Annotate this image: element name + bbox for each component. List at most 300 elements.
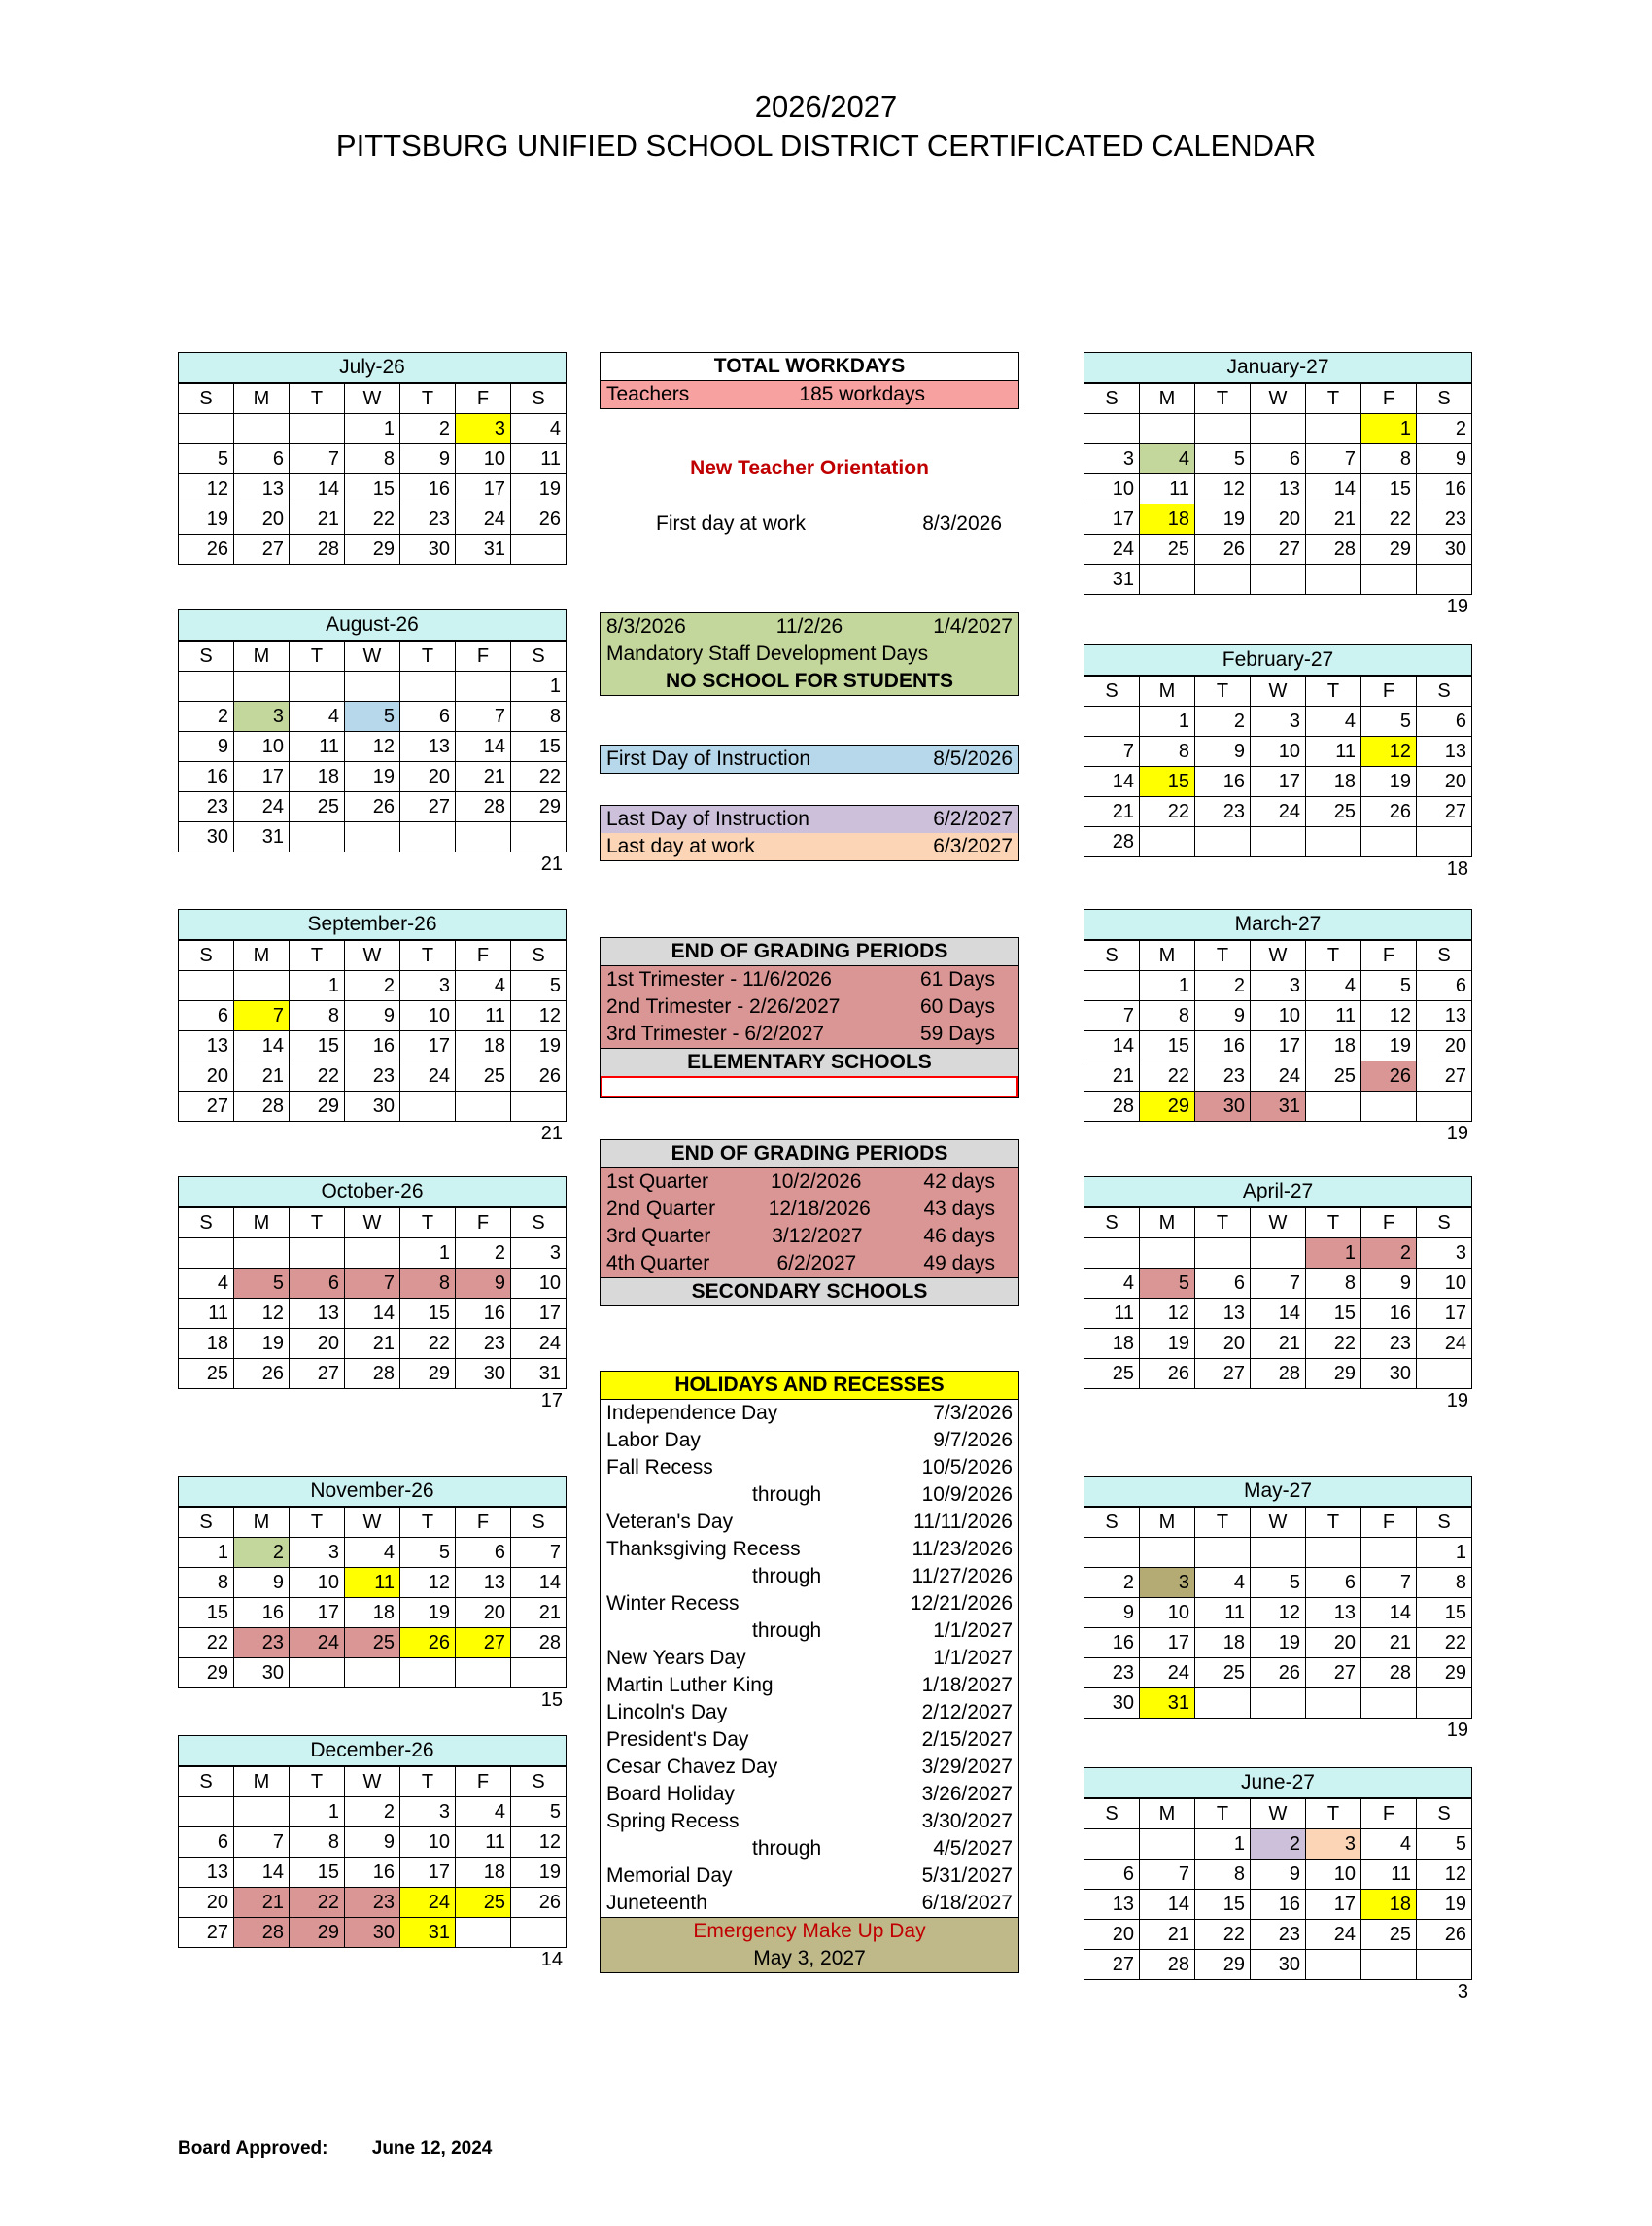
weekday-header: T xyxy=(1306,1508,1361,1538)
weekday-header: T xyxy=(1195,384,1251,414)
day-cell: 13 xyxy=(234,474,290,504)
holiday-label: New Years Day xyxy=(606,1647,746,1669)
trimester-3-days: 59 Days xyxy=(919,1023,995,1045)
day-cell: 25 xyxy=(456,1061,511,1092)
day-cell: 3 xyxy=(1306,1829,1361,1860)
empty-cell xyxy=(290,414,345,444)
month-header: May-27 xyxy=(1084,1476,1472,1507)
holiday-row xyxy=(601,1672,1018,1699)
month-december-26 xyxy=(178,1735,567,1971)
day-cell: 12 xyxy=(234,1299,290,1329)
quarter-2-label: 2nd Quarter xyxy=(606,1198,716,1220)
day-cell: 28 xyxy=(345,1359,400,1389)
day-cell: 5 xyxy=(345,702,400,732)
empty-cell xyxy=(234,414,290,444)
day-cell: 29 xyxy=(1361,535,1417,565)
day-cell: 9 xyxy=(1361,1269,1417,1299)
day-cell: 24 xyxy=(511,1329,567,1359)
month-workday-total: 15 xyxy=(540,1689,563,1711)
week-row xyxy=(1084,737,1472,767)
day-cell: 26 xyxy=(511,1888,567,1918)
empty-cell xyxy=(1306,414,1361,444)
week-row xyxy=(179,1329,567,1359)
weekday-header: F xyxy=(1361,384,1417,414)
week-row xyxy=(179,732,567,762)
elementary-grading-header: END OF GRADING PERIODS xyxy=(601,938,1018,966)
empty-cell xyxy=(1417,1359,1472,1389)
day-cell: 27 xyxy=(1195,1359,1251,1389)
day-cell: 2 xyxy=(1195,971,1251,1001)
day-cell: 18 xyxy=(345,1598,400,1628)
day-cell: 16 xyxy=(179,762,234,792)
empty-cell xyxy=(1306,827,1361,857)
day-cell: 11 xyxy=(511,444,567,474)
day-cell: 4 xyxy=(511,414,567,444)
day-cell: 25 xyxy=(1140,535,1195,565)
day-cell: 23 xyxy=(400,504,456,535)
month-workday-total: 19 xyxy=(1446,1123,1468,1144)
month-june-27 xyxy=(1084,1767,1472,2003)
empty-cell xyxy=(1417,827,1472,857)
day-cell: 4 xyxy=(1140,444,1195,474)
day-cell: 23 xyxy=(345,1888,400,1918)
holiday-date: 7/3/2026 xyxy=(933,1402,1013,1424)
quarter-1-date: 10/2/2026 xyxy=(771,1170,862,1193)
day-cell: 5 xyxy=(511,1797,567,1827)
day-cell: 2 xyxy=(1361,1238,1417,1269)
day-cell: 13 xyxy=(1417,1001,1472,1031)
holiday-label: Thanksgiving Recess xyxy=(606,1538,801,1560)
day-cell: 7 xyxy=(1084,737,1140,767)
day-cell: 29 xyxy=(1417,1658,1472,1688)
day-cell: 2 xyxy=(1084,1568,1140,1598)
empty-cell xyxy=(1251,565,1306,595)
holiday-label: Spring Recess xyxy=(606,1810,740,1832)
quarter-1-label: 1st Quarter xyxy=(606,1170,709,1193)
weekday-header: W xyxy=(1251,384,1306,414)
day-cell: 22 xyxy=(1140,1061,1195,1092)
holiday-date: 5/31/2027 xyxy=(921,1864,1013,1887)
day-cell: 13 xyxy=(1251,474,1306,504)
weekday-header: M xyxy=(234,1767,290,1797)
day-cell: 27 xyxy=(1306,1658,1361,1688)
weekday-header: F xyxy=(456,941,511,971)
weekday-header: T xyxy=(1195,941,1251,971)
table-row xyxy=(601,966,1018,993)
day-cell: 3 xyxy=(1417,1238,1472,1269)
week-row xyxy=(179,1299,567,1329)
week-row xyxy=(1084,1329,1472,1359)
day-cell: 7 xyxy=(1361,1568,1417,1598)
day-cell: 30 xyxy=(234,1658,290,1688)
day-cell: 20 xyxy=(1195,1329,1251,1359)
day-cell: 1 xyxy=(290,971,345,1001)
day-cell: 10 xyxy=(1251,737,1306,767)
day-cell: 29 xyxy=(290,1918,345,1948)
day-cell: 21 xyxy=(1084,797,1140,827)
holiday-label: Fall Recess xyxy=(606,1456,713,1478)
weekday-header: F xyxy=(456,1767,511,1797)
day-cell: 17 xyxy=(400,1031,456,1061)
weekday-header: F xyxy=(1361,1799,1417,1829)
day-cell: 23 xyxy=(1417,504,1472,535)
day-cell: 30 xyxy=(345,1918,400,1948)
day-cell: 25 xyxy=(1361,1920,1417,1950)
day-cell: 24 xyxy=(1251,1061,1306,1092)
trimester-1-label: 1st Trimester - 11/6/2026 xyxy=(606,968,832,991)
empty-cell xyxy=(1361,1092,1417,1122)
table-row xyxy=(601,1250,1018,1277)
weekday-header: S xyxy=(1417,1508,1472,1538)
weekday-header: S xyxy=(1084,1208,1140,1238)
weekday-header: S xyxy=(179,1208,234,1238)
month-header: September-26 xyxy=(178,909,567,940)
month-october-26 xyxy=(178,1176,567,1412)
weekday-header: S xyxy=(511,384,567,414)
empty-cell xyxy=(1140,1238,1195,1269)
weekday-header: T xyxy=(1306,384,1361,414)
empty-cell xyxy=(1140,414,1195,444)
weekday-header: S xyxy=(1417,677,1472,707)
day-cell: 27 xyxy=(179,1918,234,1948)
day-cell: 20 xyxy=(234,504,290,535)
month-april-27 xyxy=(1084,1176,1472,1412)
day-cell: 26 xyxy=(1361,1061,1417,1092)
day-cell: 31 xyxy=(400,1918,456,1948)
day-cell: 14 xyxy=(1361,1598,1417,1628)
day-cell: 9 xyxy=(179,732,234,762)
weekday-header: T xyxy=(290,642,345,672)
day-cell: 15 xyxy=(1140,1031,1195,1061)
day-cell: 26 xyxy=(1140,1359,1195,1389)
empty-cell xyxy=(1251,1538,1306,1568)
day-cell: 15 xyxy=(179,1598,234,1628)
empty-cell xyxy=(1251,827,1306,857)
empty-cell xyxy=(234,1238,290,1269)
day-cell: 30 xyxy=(456,1359,511,1389)
empty-cell xyxy=(1195,414,1251,444)
month-workday-total: 19 xyxy=(1446,1390,1468,1411)
day-cell: 27 xyxy=(1417,1061,1472,1092)
day-cell: 12 xyxy=(400,1568,456,1598)
weekday-header: T xyxy=(1195,1508,1251,1538)
day-cell: 1 xyxy=(1195,1829,1251,1860)
no-school-notice: NO SCHOOL FOR STUDENTS xyxy=(666,670,953,692)
day-cell: 21 xyxy=(456,762,511,792)
day-cell: 17 xyxy=(400,1858,456,1888)
empty-cell xyxy=(1195,827,1251,857)
day-cell: 15 xyxy=(290,1858,345,1888)
week-row xyxy=(1084,797,1472,827)
day-cell: 10 xyxy=(400,1827,456,1858)
day-cell: 16 xyxy=(1195,1031,1251,1061)
secondary-grading-header: END OF GRADING PERIODS xyxy=(601,1140,1018,1168)
teachers-label: Teachers xyxy=(606,383,690,405)
day-cell: 8 xyxy=(1361,444,1417,474)
board-approved-date: June 12, 2024 xyxy=(371,2139,493,2159)
day-cell: 4 xyxy=(345,1538,400,1568)
holiday-row xyxy=(601,1400,1018,1427)
day-cell: 24 xyxy=(400,1061,456,1092)
day-cell: 12 xyxy=(1361,737,1417,767)
empty-cell xyxy=(1251,414,1306,444)
empty-cell xyxy=(400,1092,456,1122)
empty-cell xyxy=(1306,1538,1361,1568)
empty-cell xyxy=(1417,1950,1472,1980)
first-day-at-work-row xyxy=(600,512,1019,536)
day-cell: 27 xyxy=(400,792,456,822)
day-cell: 21 xyxy=(234,1061,290,1092)
week-row xyxy=(179,474,567,504)
day-cell: 25 xyxy=(1084,1359,1140,1389)
day-cell: 21 xyxy=(1084,1061,1140,1092)
weekday-header: F xyxy=(1361,941,1417,971)
day-cell: 10 xyxy=(234,732,290,762)
day-cell: 16 xyxy=(400,474,456,504)
empty-cell xyxy=(345,1658,400,1688)
weekday-header: M xyxy=(1140,384,1195,414)
day-cell: 4 xyxy=(1306,707,1361,737)
week-row xyxy=(179,1568,567,1598)
empty-cell xyxy=(1417,1092,1472,1122)
day-cell: 12 xyxy=(511,1827,567,1858)
day-cell: 6 xyxy=(1195,1269,1251,1299)
empty-cell xyxy=(456,672,511,702)
day-cell: 24 xyxy=(1140,1658,1195,1688)
holiday-date: 11/11/2026 xyxy=(913,1511,1013,1533)
day-cell: 22 xyxy=(1306,1329,1361,1359)
day-cell: 28 xyxy=(1140,1950,1195,1980)
week-row xyxy=(1084,1238,1472,1269)
week-row xyxy=(1084,1568,1472,1598)
day-cell: 27 xyxy=(1084,1950,1140,1980)
day-cell: 16 xyxy=(345,1031,400,1061)
holiday-row xyxy=(601,1699,1018,1726)
day-cell: 9 xyxy=(400,444,456,474)
weekday-header: S xyxy=(511,941,567,971)
day-cell: 22 xyxy=(345,504,400,535)
week-row xyxy=(1084,1538,1472,1568)
calendar-page xyxy=(0,87,1652,2226)
empty-cell xyxy=(290,1658,345,1688)
day-cell: 29 xyxy=(1306,1359,1361,1389)
week-row xyxy=(1084,414,1472,444)
title-district: PITTSBURG UNIFIED SCHOOL DISTRICT CERTIFICATED CALENDAR xyxy=(335,128,1317,163)
week-row xyxy=(1084,1299,1472,1329)
day-cell: 14 xyxy=(1251,1299,1306,1329)
day-cell: 6 xyxy=(1417,971,1472,1001)
week-row xyxy=(1084,1359,1472,1389)
holiday-date: 3/30/2027 xyxy=(921,1810,1013,1832)
day-cell: 14 xyxy=(511,1568,567,1598)
day-cell: 5 xyxy=(1361,971,1417,1001)
day-cell: 7 xyxy=(1306,444,1361,474)
holidays-list xyxy=(601,1400,1018,1917)
weekday-header: S xyxy=(1417,384,1472,414)
day-cell: 21 xyxy=(234,1888,290,1918)
month-header: November-26 xyxy=(178,1476,567,1507)
month-workday-total xyxy=(178,565,567,566)
holiday-row xyxy=(601,1536,1018,1563)
day-cell: 25 xyxy=(1306,797,1361,827)
weekday-header: M xyxy=(234,384,290,414)
week-row xyxy=(179,971,567,1001)
month-workday-total: 14 xyxy=(540,1949,563,1970)
day-cell: 10 xyxy=(290,1568,345,1598)
day-cell: 24 xyxy=(1306,1920,1361,1950)
week-row xyxy=(1084,1950,1472,1980)
page-title xyxy=(0,87,1652,166)
holiday-date: 12/21/2026 xyxy=(910,1592,1013,1615)
weekday-header: S xyxy=(179,941,234,971)
holiday-row xyxy=(601,1509,1018,1536)
weekday-header: S xyxy=(1084,1508,1140,1538)
day-cell: 16 xyxy=(234,1598,290,1628)
holiday-label: Veteran's Day xyxy=(606,1511,734,1533)
day-cell: 14 xyxy=(234,1031,290,1061)
week-row xyxy=(1084,565,1472,595)
empty-cell xyxy=(179,971,234,1001)
day-cell: 4 xyxy=(1361,1829,1417,1860)
day-cell: 6 xyxy=(1417,707,1472,737)
day-cell: 30 xyxy=(1417,535,1472,565)
day-cell: 10 xyxy=(1306,1860,1361,1890)
day-cell: 12 xyxy=(1251,1598,1306,1628)
holiday-row xyxy=(601,1862,1018,1890)
day-cell: 29 xyxy=(400,1359,456,1389)
day-cell: 23 xyxy=(456,1329,511,1359)
day-cell: 10 xyxy=(456,444,511,474)
day-cell: 27 xyxy=(290,1359,345,1389)
day-cell: 2 xyxy=(1195,707,1251,737)
holiday-date: 11/27/2026 xyxy=(912,1565,1013,1587)
day-cell: 16 xyxy=(345,1858,400,1888)
day-cell: 5 xyxy=(1251,1568,1306,1598)
quarter-2-days: 43 days xyxy=(923,1198,995,1220)
empty-cell xyxy=(290,1238,345,1269)
day-cell: 19 xyxy=(1361,767,1417,797)
weekday-header: F xyxy=(456,1208,511,1238)
weekday-header: W xyxy=(1251,677,1306,707)
teachers-value: 185 workdays xyxy=(799,383,925,405)
day-cell: 28 xyxy=(1084,827,1140,857)
weekday-header: T xyxy=(400,642,456,672)
day-cell: 16 xyxy=(1084,1628,1140,1658)
day-cell: 8 xyxy=(290,1827,345,1858)
week-row xyxy=(1084,444,1472,474)
day-cell: 10 xyxy=(1140,1598,1195,1628)
staff-dev-line2 xyxy=(601,641,1018,668)
day-cell: 26 xyxy=(1361,797,1417,827)
week-row xyxy=(1084,1092,1472,1122)
day-cell: 23 xyxy=(179,792,234,822)
empty-cell xyxy=(1084,971,1140,1001)
week-row xyxy=(1084,504,1472,535)
day-cell: 11 xyxy=(1195,1598,1251,1628)
day-cell: 10 xyxy=(1417,1269,1472,1299)
day-cell: 15 xyxy=(1140,767,1195,797)
day-cell: 15 xyxy=(511,732,567,762)
day-cell: 17 xyxy=(290,1598,345,1628)
first-day-instruction-value: 8/5/2026 xyxy=(933,748,1013,770)
day-cell: 7 xyxy=(1140,1860,1195,1890)
day-cell: 20 xyxy=(179,1888,234,1918)
day-cell: 16 xyxy=(1251,1890,1306,1920)
empty-cell xyxy=(511,822,567,852)
weekday-header: F xyxy=(456,642,511,672)
day-cell: 23 xyxy=(1361,1329,1417,1359)
day-cell: 19 xyxy=(1140,1329,1195,1359)
weekday-header: S xyxy=(1417,1208,1472,1238)
day-cell: 10 xyxy=(1084,474,1140,504)
day-cell: 9 xyxy=(345,1001,400,1031)
weekday-header: S xyxy=(511,1767,567,1797)
empty-cell xyxy=(1361,1688,1417,1719)
empty-cell xyxy=(456,1658,511,1688)
day-cell: 12 xyxy=(511,1001,567,1031)
day-cell: 5 xyxy=(400,1538,456,1568)
trimester-1-days: 61 Days xyxy=(919,968,995,991)
quarter-3-date: 3/12/2027 xyxy=(772,1225,863,1247)
day-cell: 3 xyxy=(290,1538,345,1568)
day-cell: 4 xyxy=(1195,1568,1251,1598)
week-row xyxy=(179,672,567,702)
red-divider xyxy=(601,1076,1018,1097)
weekday-header: T xyxy=(400,384,456,414)
day-cell: 20 xyxy=(1417,767,1472,797)
empty-cell xyxy=(1361,565,1417,595)
weekday-header: S xyxy=(511,642,567,672)
day-cell: 10 xyxy=(1251,1001,1306,1031)
month-header: March-27 xyxy=(1084,909,1472,940)
day-cell: 2 xyxy=(1251,1829,1306,1860)
day-cell: 17 xyxy=(1140,1628,1195,1658)
month-header: April-27 xyxy=(1084,1176,1472,1207)
day-cell: 7 xyxy=(234,1827,290,1858)
holiday-label: Winter Recess xyxy=(606,1592,740,1615)
holiday-label: through xyxy=(752,1837,822,1860)
empty-cell xyxy=(234,971,290,1001)
empty-cell xyxy=(179,414,234,444)
month-header: June-27 xyxy=(1084,1767,1472,1798)
week-row xyxy=(179,1658,567,1688)
emergency-makeup-title: Emergency Make Up Day xyxy=(693,1920,926,1942)
day-cell: 3 xyxy=(234,702,290,732)
week-row xyxy=(1084,1269,1472,1299)
day-cell: 21 xyxy=(290,504,345,535)
day-cell: 12 xyxy=(179,474,234,504)
week-row xyxy=(1084,1860,1472,1890)
day-cell: 11 xyxy=(179,1299,234,1329)
day-cell: 14 xyxy=(234,1858,290,1888)
day-cell: 20 xyxy=(400,762,456,792)
day-cell: 16 xyxy=(1195,767,1251,797)
holiday-row xyxy=(601,1563,1018,1590)
empty-cell xyxy=(400,672,456,702)
day-cell: 28 xyxy=(234,1918,290,1948)
empty-cell xyxy=(1195,1538,1251,1568)
weekday-header: M xyxy=(1140,1799,1195,1829)
day-cell: 22 xyxy=(1361,504,1417,535)
day-cell: 19 xyxy=(234,1329,290,1359)
day-cell: 13 xyxy=(290,1299,345,1329)
day-cell: 14 xyxy=(1306,474,1361,504)
day-cell: 2 xyxy=(400,414,456,444)
day-cell: 18 xyxy=(1195,1628,1251,1658)
day-cell: 5 xyxy=(1140,1269,1195,1299)
day-cell: 30 xyxy=(345,1092,400,1122)
day-cell: 28 xyxy=(511,1628,567,1658)
